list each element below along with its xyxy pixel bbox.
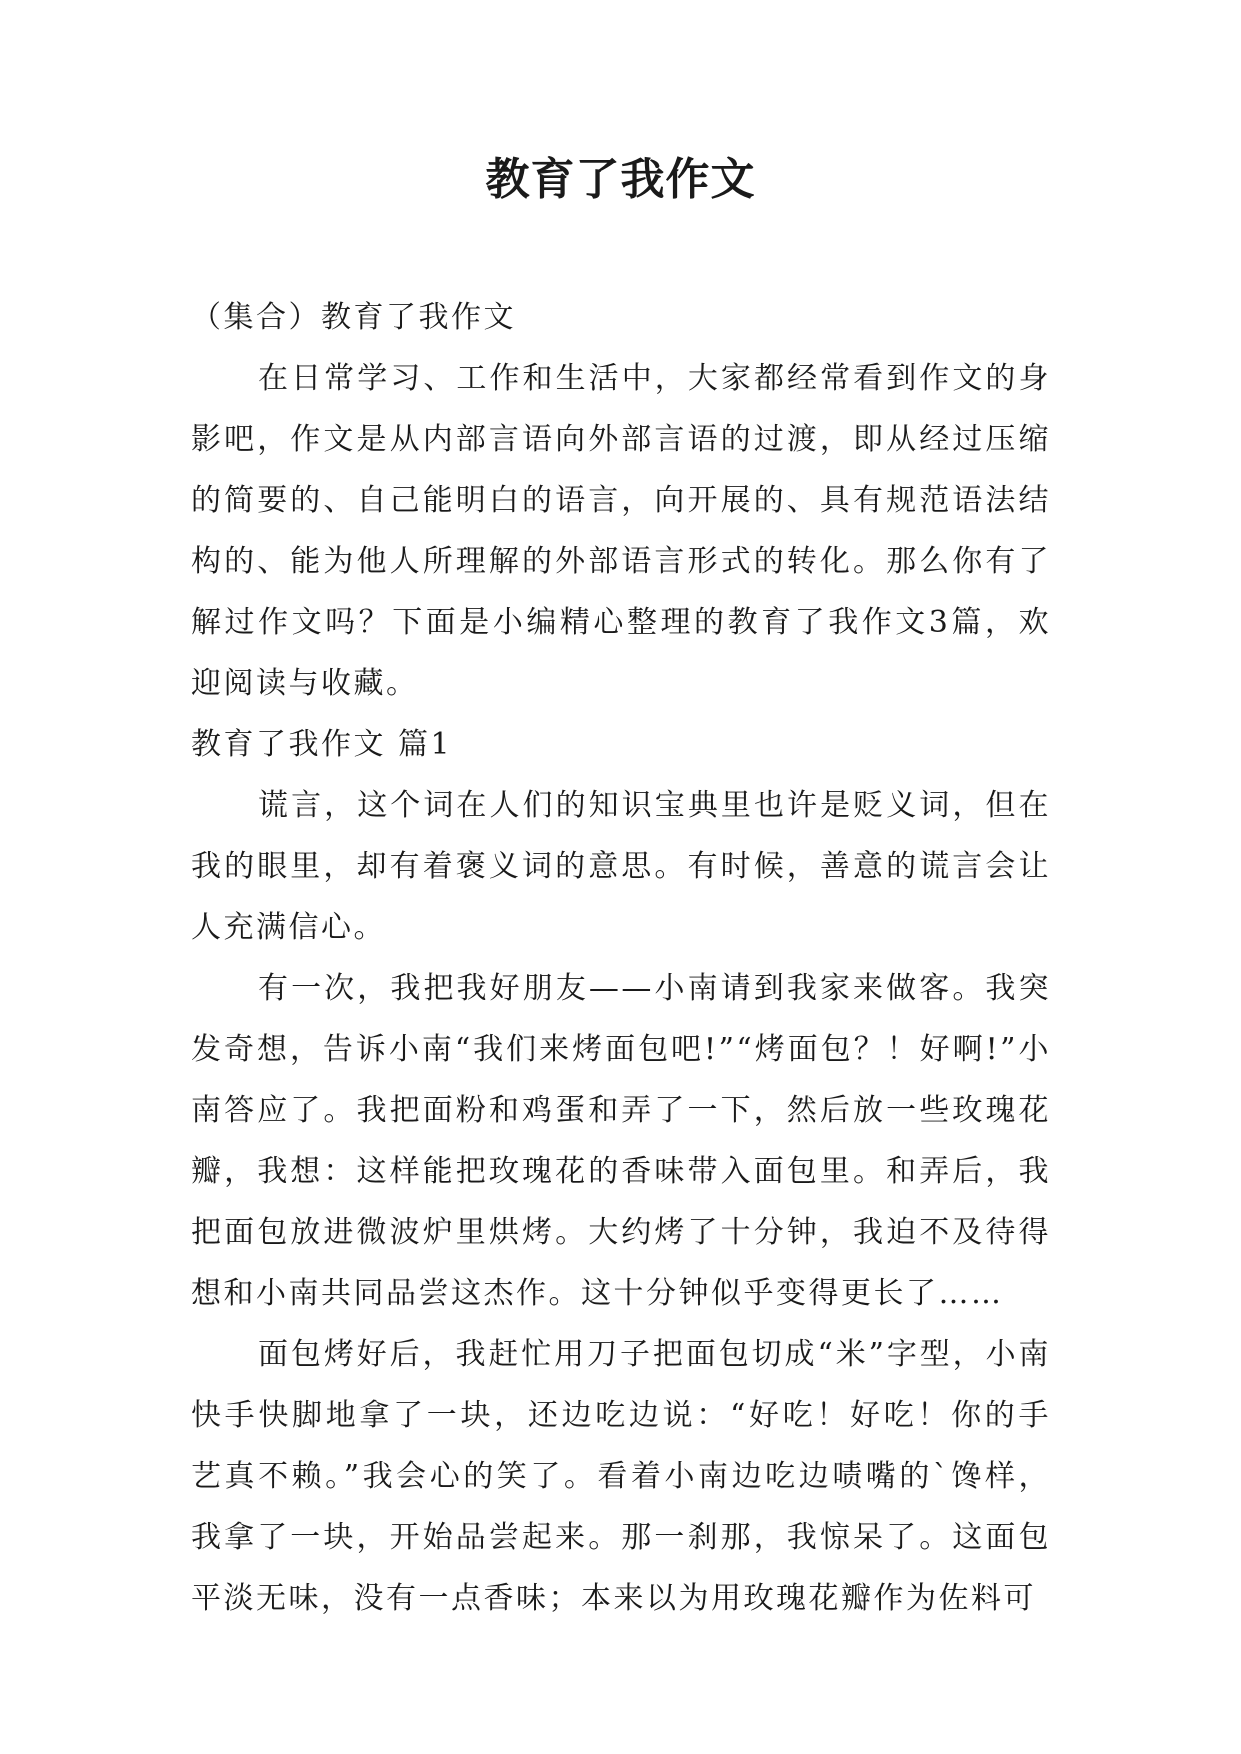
body-paragraph: 有一次，我把我好朋友——小南请到我家来做客。我突发奇想，告诉小南“我们来烤面包吧!”“烤面包？！好啊!”小南答应了。我把面粉和鸡蛋和弄了一下，然后放一些玫瑰花瓣，我想：这样能把玫瑰花的香味带入面包里。和弄后，我把面包放进微波炉里烘烤。大约烤了十分钟，我迫不及待得想和小南共同品尝这杰作。这十分钟似乎变得更长了……	[191, 971, 1051, 1311]
section-heading: 教育了我作文 篇1	[191, 727, 453, 762]
intro-paragraph: 在日常学习、工作和生活中，大家都经常看到作文的身影吧，作文是从内部言语向外部言语的过渡，即从经过压缩的简要的、自己能明白的语言，向开展的、具有规范语法结构的、能为他人所理解的外部语言形式的转化。那么你有了解过作文吗？下面是小编精心整理的教育了我作文3篇，欢迎阅读与收藏。	[191, 361, 1051, 701]
body-paragraph: 面包烤好后，我赶忙用刀子把面包切成“米”字型，小南快手快脚地拿了一块，还边吃边说：“好吃！好吃！你的手艺真不赖。”我会心的笑了。看着小南边吃边啧嘴的`馋样，我拿了一块，开始品尝起来。那一刹那，我惊呆了。这面包平淡无味，没有一点香味；本来以为用玫瑰花瓣作为佐料可	[191, 1337, 1051, 1616]
body-paragraph: 谎言，这个词在人们的知识宝典里也许是贬义词，但在我的眼里，却有着褒义词的意思。有时候，善意的谎言会让人充满信心。	[191, 788, 1051, 945]
document-title: 教育了我作文	[485, 154, 756, 205]
document-body	[191, 287, 1051, 1629]
document-subtitle: （集合）教育了我作文	[191, 300, 516, 335]
